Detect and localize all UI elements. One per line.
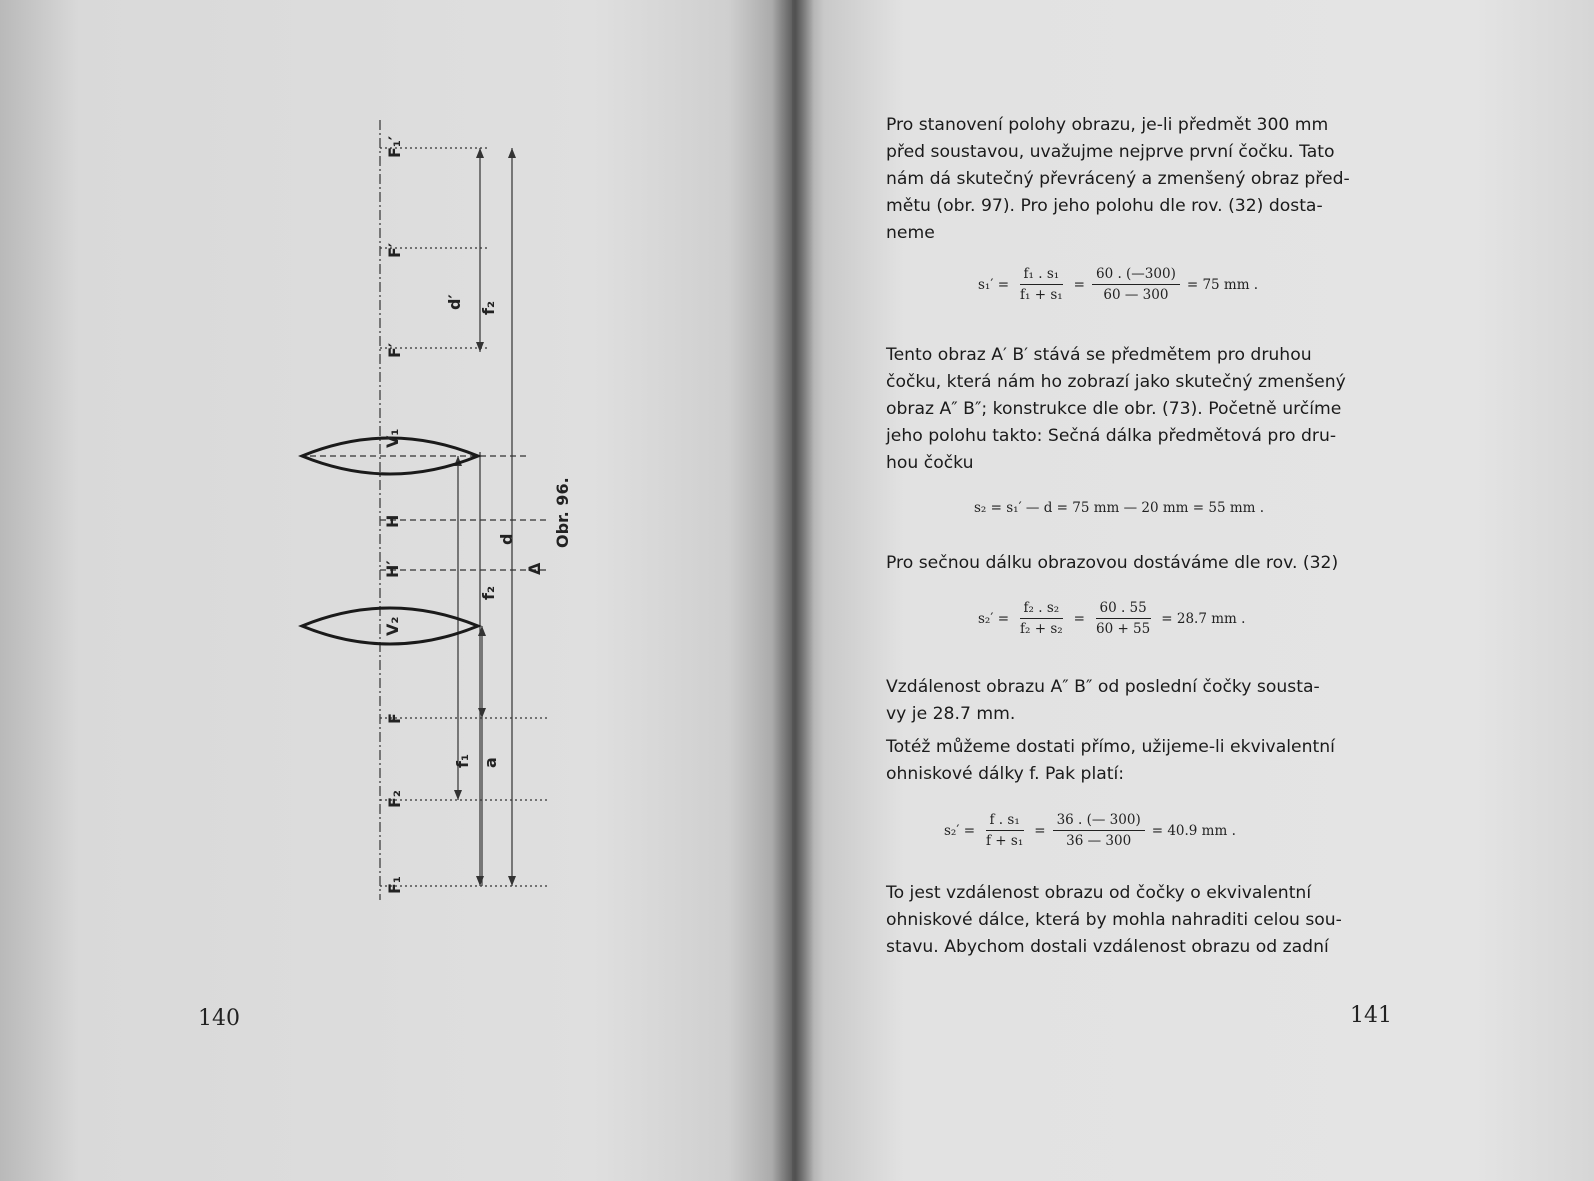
paragraph-1: [886, 112, 1398, 247]
text-line: vy je 28.7 mm.: [886, 704, 1016, 724]
label-f1-prime: F₁′: [385, 135, 404, 158]
figure-caption: Obr. 96.: [553, 477, 572, 548]
label-d-prime: d′: [445, 294, 464, 310]
text-line: Pro stanovení polohy obrazu, je-li předmět 300 mm: [886, 115, 1329, 135]
label-fs-prime: F′: [385, 342, 404, 358]
text-line: To jest vzdálenost obrazu od čočky o ekvivalentní: [886, 883, 1312, 903]
page-number-right: 141: [1350, 1003, 1392, 1028]
equation-3: s₂′ = $\frac{\text{f₂ . s₂}}{\text{f₂ + s₂}}$ = $\frac{60 . 55}{60 + 55}$ = 28.7 mm .: [978, 600, 1246, 637]
text-line: stavu. Abychom dostali vzdálenost obrazu od zadní: [886, 937, 1329, 957]
equation-1: s₁′ = $\frac{\text{f₁ . s₁}}{\text{f₁ + s₁}}$ = $\frac{60 . (—300)}{60 — 300}$ = 75 mm .: [978, 266, 1259, 303]
label-a: a: [481, 757, 500, 768]
paragraph-5: [886, 734, 1398, 788]
text-line: hou čočku: [886, 453, 974, 473]
label-f-prime: F′: [385, 242, 404, 258]
label-v1: V₁: [383, 428, 402, 448]
label-f1-lower: f₁: [453, 754, 472, 768]
label-v2: V₂: [383, 616, 402, 636]
left-page: [0, 0, 792, 1181]
text-line: ohniskové dálky f. Pak platí:: [886, 764, 1125, 784]
text-line: mětu (obr. 97). Pro jeho polohu dle rov. (32) dosta-: [886, 196, 1323, 216]
lens-system-figure: [250, 100, 610, 920]
paragraph-3: [886, 550, 1398, 577]
text-line: Tento obraz A′ B′ stává se předmětem pro druhou: [886, 345, 1312, 365]
text-line: Totéž můžeme dostati přímo, užijeme-li ekvivalentní: [886, 737, 1335, 757]
text-line: neme: [886, 223, 935, 243]
text-line: ohniskové dálce, která by mohla nahraditi celou sou-: [886, 910, 1342, 930]
label-h: H: [383, 514, 402, 528]
text-line: Vzdálenost obrazu A″ B″ od poslední čočky sousta-: [886, 677, 1320, 697]
label-delta: Δ: [525, 562, 544, 575]
paragraph-4: [886, 674, 1398, 728]
paragraph-6: [886, 880, 1398, 961]
text-line: před soustavou, uvažujme nejprve první čočku. Tato: [886, 142, 1335, 162]
text-line: jeho polohu takto: Sečná dálka předmětová pro dru-: [886, 426, 1337, 446]
label-f: F: [385, 713, 404, 724]
label-h-prime: H′: [383, 560, 402, 578]
text-line: čočku, která nám ho zobrazí jako skutečný zmenšený: [886, 372, 1346, 392]
text-line: nám dá skutečný převrácený a zmenšený obraz před-: [886, 169, 1350, 189]
label-f1-focus: F₁: [385, 876, 404, 894]
label-f2-lower: f₂: [479, 586, 498, 600]
equation-4: s₂′ = $\frac{\text{f . s₁}}{\text{f + s₁}}$ = $\frac{36 . (— 300)}{36 — 300}$ = 40.9 mm .: [944, 812, 1236, 849]
label-f2-upper: f₂: [479, 301, 498, 315]
page-number-left: 140: [198, 1006, 240, 1031]
text-line: obraz A″ B″; konstrukce dle obr. (73). Početně určíme: [886, 399, 1342, 419]
paragraph-2: [886, 342, 1398, 477]
label-f2-focus: F₂: [385, 790, 404, 808]
text-line: Pro sečnou dálku obrazovou dostáváme dle rov. (32): [886, 553, 1339, 573]
label-d: d: [497, 533, 516, 545]
book-gutter-shadow: [772, 0, 814, 1181]
equation-2: s₂ = s₁′ — d = 75 mm — 20 mm = 55 mm .: [974, 500, 1265, 516]
